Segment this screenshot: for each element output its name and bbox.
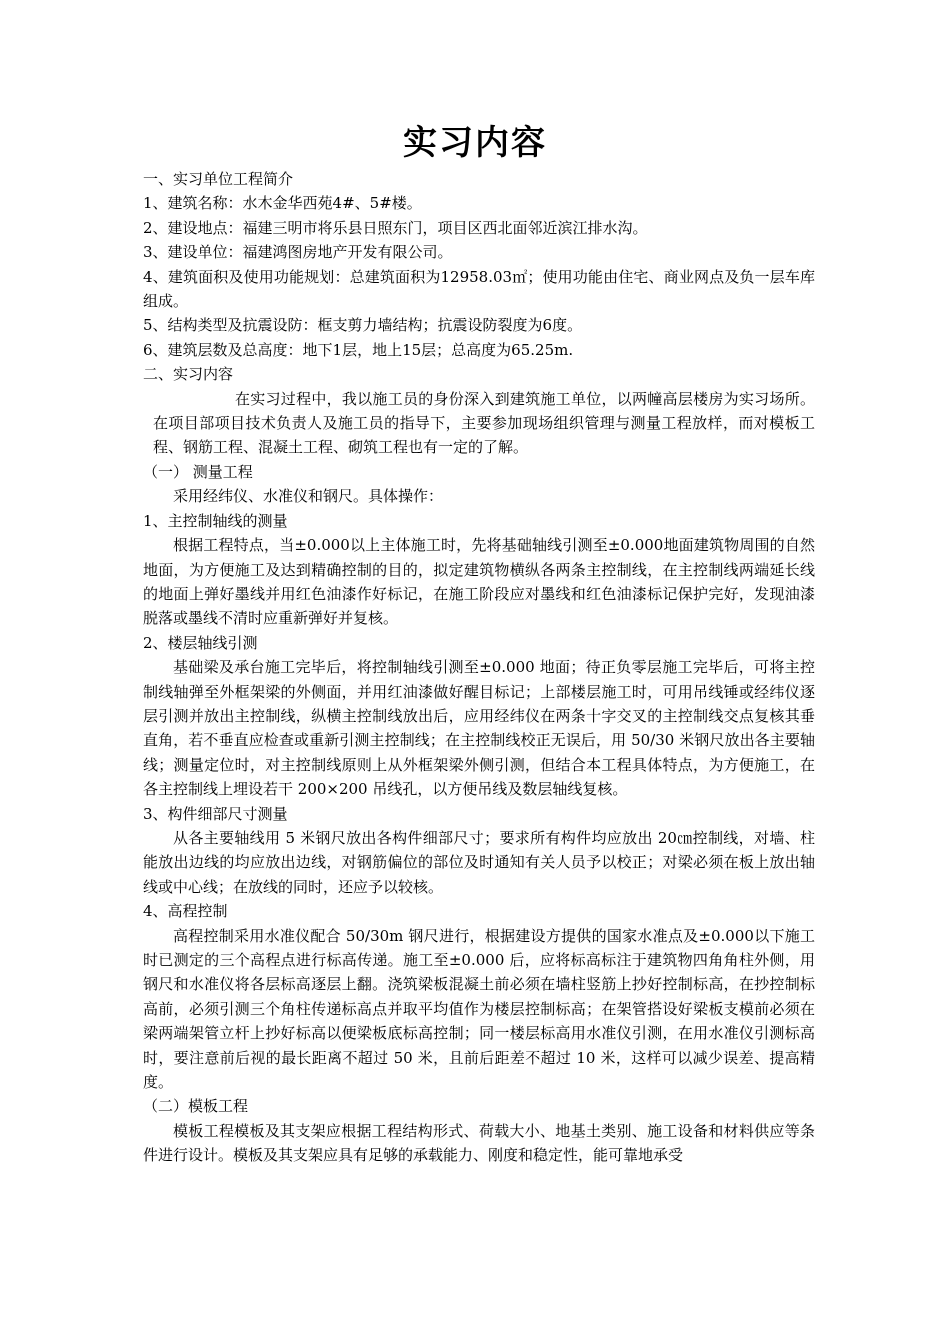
item-heading: 1、主控制轴线的测量 <box>143 511 288 530</box>
paragraph: 1、建筑名称：水木金华西苑4#、5#楼。 <box>143 194 422 213</box>
paragraph: 6、建筑层数及总高度：地下1层，地上15层；总高度为65.25m. <box>143 340 574 359</box>
paragraph: 5、结构类型及抗震设防：框支剪力墙结构；抗震设防裂度为6度。 <box>143 316 583 335</box>
section-heading: 二、实习内容 <box>143 365 234 384</box>
paragraph: 模板工程模板及其支架应根据工程结构形式、荷载大小、地基土类别、施工设备和材料供应等条件进行设计。模板及其支架应具有足够的承载能力、刚度和稳定性，能可靠地承受 <box>143 1121 815 1165</box>
paragraph: 4、建筑面积及使用功能规划：总建筑面积为12958.03㎡；使用功能由住宅、商业网点及负一层车库组成。 <box>143 267 815 311</box>
paragraph: 3、建设单位：福建鸿图房地产开发有限公司。 <box>143 243 453 262</box>
paragraph: 在实习过程中，我以施工员的身份深入到建筑施工单位，以两幢高层楼房为实习场所。在项目部项目技术负责人及施工员的指导下，主要参加现场组织管理与测量工程放样，而对模板工程、钢筋工程、混凝土工程、砌筑工程也有一定的了解。 <box>153 389 815 457</box>
paragraph: 基础梁及承台施工完毕后，将控制轴线引测至±0.000 地面；待正负零层施工完毕后，可将主控制线轴弹至外框架梁的外侧面，并用红油漆做好醒目标记；上部楼层施工时，可用吊线锤或经纬仪逐层引测并放出主控制线，纵横主控制线放出后，应用经纬仪在两条十字交叉的主控制线交点复核其垂直角，若不垂直应检查或重新引测主控制线；在主控制线校正无误后，用 50/30 米钢尺放出各主要轴线；测量定位时，对主控制线原则上从外框架梁外侧引测，但结合本工程具体特点，为方便施工，在各主控制线上埋设若干 200×200 吊线孔，以方便吊线及数层轴线复核。 <box>143 658 815 799</box>
section-heading: 一、实习单位工程简介 <box>143 170 294 188</box>
paragraph: 从各主要轴线用 5 米钢尺放出各构件细部尺寸；要求所有构件均应放出 20㎝控制线，对墙、柱能放出边线的均应放出边线，对钢筋偏位的部位及时通知有关人员予以校正；对梁必须在板上放出轴线或中心线；在放线的同时，还应予以较核。 <box>143 828 815 896</box>
subsection-heading: （二）模板工程 <box>143 1097 249 1116</box>
item-heading: 4、高程控制 <box>143 902 228 921</box>
page-title: 实习内容 <box>403 123 547 163</box>
subsection-heading: （一） 测量工程 <box>143 462 253 481</box>
paragraph: 高程控制采用水准仪配合 50/30m 钢尺进行，根据建设方提供的国家水准点及±0.000以下施工时已测定的三个高程点进行标高传递。施工至±0.000 后，应将标高标注于建筑物四角角柱外侧，用钢尺和水准仪将各层标高逐层上翻。浇筑梁板混凝土前必须在墙柱竖筋上抄好控制标高，在抄控制标高前，必须引测三个角柱传递标高点并取平均值作为楼层控制标高；在架管搭设好梁板支模前必须在梁两端架管立杆上抄好标高以便梁板底标高控制；同一楼层标高用水准仪引测，在用水准仪引测标高时，要注意前后视的最长距离不超过 50 米，且前后距差不超过 10 米，这样可以减少误差、提高精度。 <box>143 926 815 1092</box>
document-body <box>143 167 815 1168</box>
item-heading: 2、楼层轴线引测 <box>143 633 258 652</box>
paragraph: 2、建设地点：福建三明市将乐县日照东门，项目区西北面邻近滨江排水沟。 <box>143 218 648 237</box>
item-heading: 3、构件细部尺寸测量 <box>143 804 288 823</box>
paragraph: 采用经纬仪、水准仪和钢尺。具体操作： <box>173 487 444 506</box>
paragraph: 根据工程特点，当±0.000以上主体施工时，先将基础轴线引测至±0.000地面建筑物周围的自然地面，为方便施工及达到精确控制的目的，拟定建筑物横纵各两条主控制线，在主控制线两端延长线的地面上弹好墨线并用红色油漆作好标记，在施工阶段应对墨线和红色油漆标记保护完好，发现油漆脱落或墨线不清时应重新弹好并复核。 <box>143 536 815 628</box>
